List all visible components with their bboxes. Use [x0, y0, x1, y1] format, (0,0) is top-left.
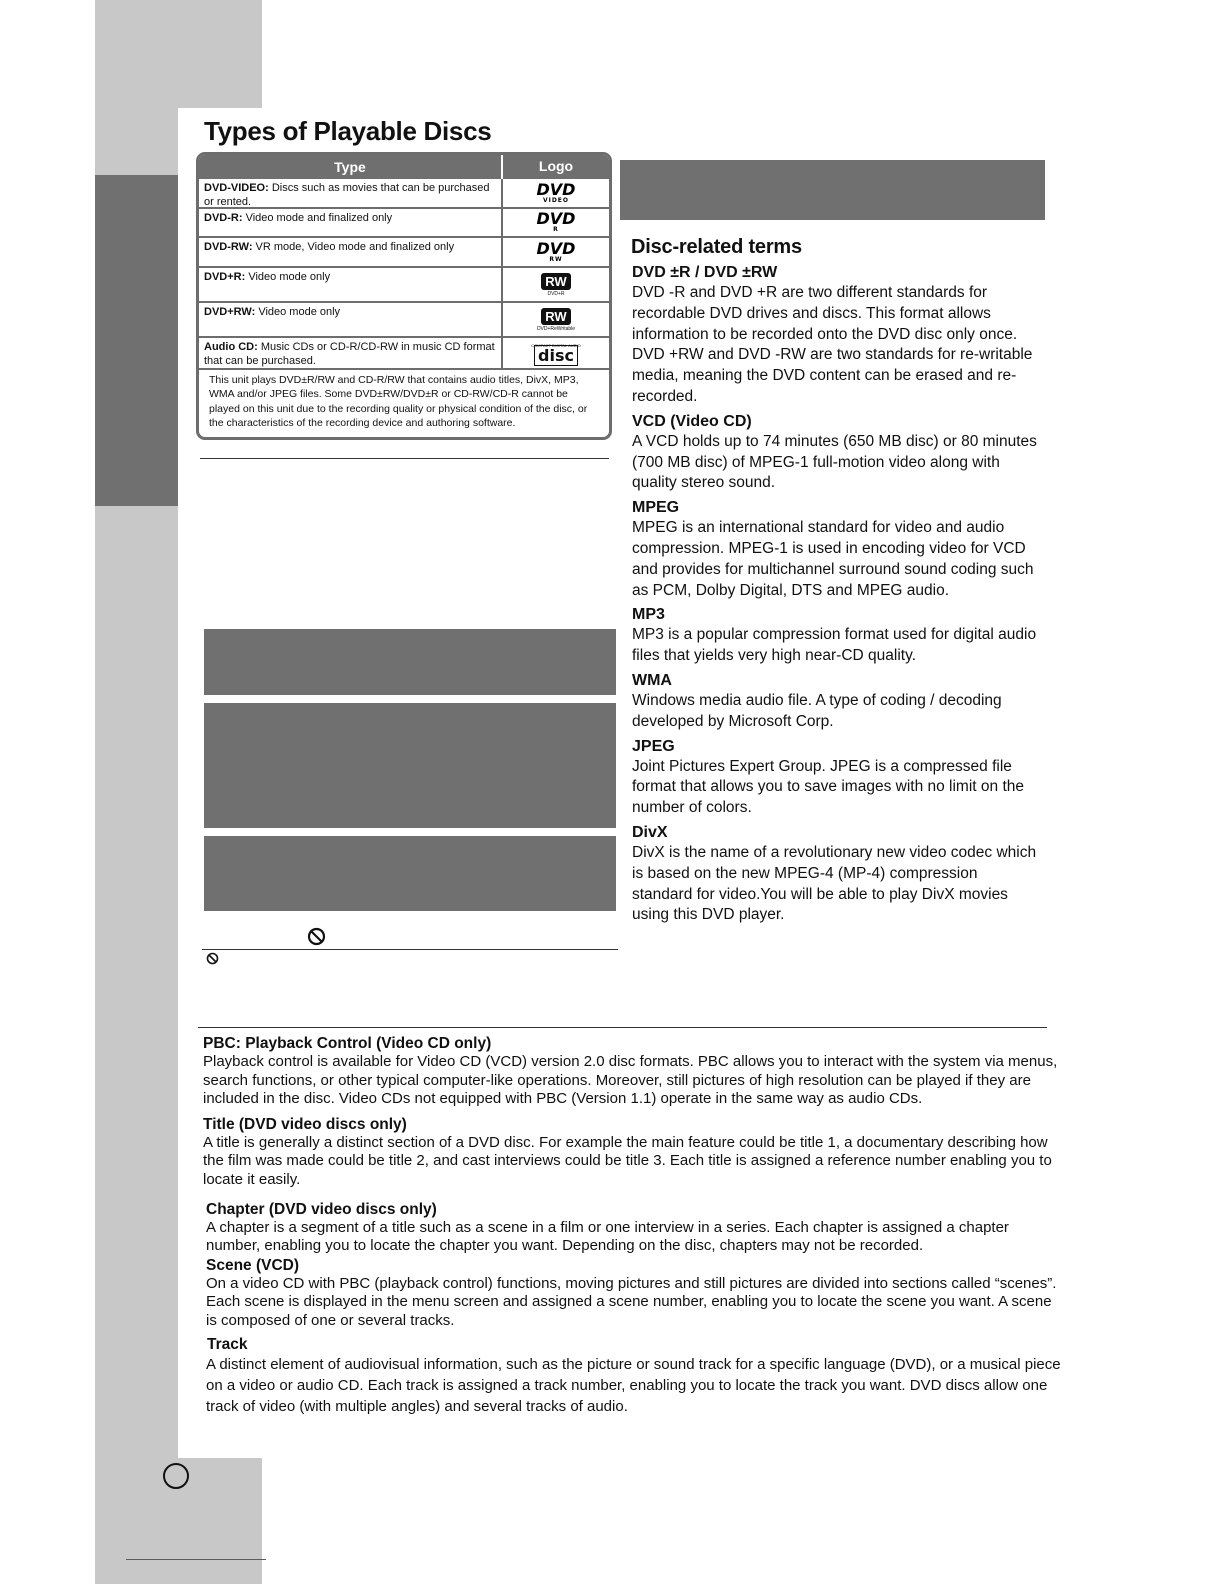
disc-desc: VR mode, Video mode and finalized only — [255, 241, 455, 253]
disc-terms-section — [632, 236, 1037, 930]
disc-name: DVD+RW: — [204, 306, 256, 318]
term-definition: Playback control is available for Video CD (VCD) version 2.0 disc formats. PBC allows you to interact with the system via menus, search functions, or other typical computer-like operations. Moreover, still pictures of high resolution can be played if they are included in the disc. Video CDs not equipped with PBC (Version 1.1) operate in the same way as audio CDs. — [203, 1053, 1058, 1108]
table-row — [199, 268, 609, 303]
term-title: DivX — [632, 823, 668, 841]
table-row — [199, 238, 609, 268]
prohibit-icon — [206, 952, 219, 965]
term-definition: MP3 is a popular compression format used for digital audio files that yields very high near-CD quality. — [632, 626, 1037, 665]
gray-block — [204, 836, 616, 911]
dvd-plus-rw-logo-icon: RW DVD+ReWritable — [536, 308, 576, 332]
term-title: DVD ±R / DVD ±RW — [632, 264, 778, 281]
compact-disc-logo-icon: COMPACT DIGITAL AUDIO disc — [531, 343, 581, 365]
dvd-video-logo-icon: DVD VIDEO — [536, 179, 576, 204]
disc-name: DVD+R: — [204, 271, 246, 283]
term-definition: A chapter is a segment of a title such as a scene in a film or one interview in a series. Each chapter is assigned a chapter number, enabling you to locate the chapter you want. Depending on the disc, chapters may not be recorded. — [206, 1218, 1009, 1255]
term-title: MP3 — [632, 606, 665, 624]
prohibit-icon — [307, 927, 326, 946]
playback-terms-section — [203, 1034, 1063, 1417]
section-heading: Disc-related terms — [631, 236, 802, 258]
term-title: Track — [207, 1335, 248, 1353]
term-definition: DivX is the name of a revolutionary new video codec which is based on the new MPEG-4 (MP-4) compression standard for video.You will be able to play DivX movies using this DVD player. — [632, 843, 1037, 924]
term-definition: A title is generally a distinct section of a DVD disc. For example the main feature could be title 1, a documentary describing how the film was made could be title 2, and cast interviews could be title 3. Each title is assigned a reference number enabling you to locate it easily. — [203, 1133, 1052, 1188]
header-type: Type — [199, 155, 503, 179]
dvd-rw-logo-icon: DVD RW — [536, 238, 576, 263]
disc-desc: Video mode and finalized only — [245, 212, 393, 224]
disc-desc: Discs such as movies that can be purchased or rented. — [204, 182, 490, 208]
disc-name: DVD-VIDEO: — [204, 182, 269, 194]
term-definition: A distinct element of audiovisual information, such as the picture or sound track for a specific language (DVD), or a musical piece on a video or audio CD. Each track is assigned a track number, enabling you to locate the track you want. DVD discs allow one track of video (with multiple angles) and several tracks of audio. — [206, 1355, 1061, 1415]
table-row — [199, 303, 609, 338]
divider — [202, 949, 618, 950]
table-row — [199, 338, 609, 370]
disc-desc: Music CDs or CD-R/CD-RW in music CD format that can be purchased. — [204, 341, 495, 367]
term-definition: MPEG is an international standard for video and audio compression. MPEG-1 is used in encoding video for VCD and provides for multichannel surround sound coding such as PCM, Dolby Digital, DTS and MPEG audio. — [632, 519, 1034, 599]
disc-name: DVD-RW: — [204, 241, 253, 253]
disc-types-table — [196, 152, 612, 440]
term-title: Scene (VCD) — [206, 1256, 300, 1274]
term-title: Chapter (DVD video discs only) — [206, 1200, 437, 1218]
term-title: JPEG — [632, 737, 675, 755]
dvd-r-logo-icon: DVD R — [536, 209, 576, 233]
gray-block — [204, 703, 616, 828]
disc-desc: Video mode only — [248, 271, 331, 283]
page-title: Types of Playable Discs — [204, 116, 492, 146]
disc-name: DVD-R: — [204, 212, 243, 224]
gray-block — [204, 629, 616, 695]
divider — [200, 458, 609, 459]
table-row — [199, 209, 609, 238]
page-number-circle-icon — [163, 1463, 189, 1489]
footer-link-underline — [126, 1559, 266, 1560]
term-title: Title (DVD video discs only) — [203, 1115, 407, 1133]
left-margin-strip — [95, 0, 262, 108]
table-header — [199, 155, 609, 179]
term-definition: Joint Pictures Expert Group. JPEG is a compressed file format that allows you to save images with no limit on the number of colors. — [632, 757, 1024, 817]
term-title: WMA — [632, 671, 672, 689]
divider — [198, 1027, 1047, 1028]
disc-desc: Video mode only — [258, 306, 341, 318]
section-tab — [95, 175, 178, 506]
header-logo: Logo — [538, 158, 574, 174]
term-definition: A VCD holds up to 74 minutes (650 MB disc) or 80 minutes (700 MB disc) of MPEG-1 full-motion video along with quality stereo sound. — [632, 432, 1037, 492]
table-row — [199, 179, 609, 209]
table-note: This unit plays DVD±R/RW and CD-R/RW that contains audio titles, DivX, MP3, WMA and/or JPEG files. Some DVD±RW/DVD±R or CD-RW/CD-R cannot be played on this unit due to the recording quality or physical condition of the disc, or the characteristics of the recording device and authoring software. — [209, 374, 588, 429]
disc-name: Audio CD: — [204, 341, 258, 353]
term-title: MPEG — [632, 499, 680, 517]
term-definition: On a video CD with PBC (playback control) functions, moving pictures and still pictures are divided into sections called “scenes”. Each scene is displayed in the menu screen and assigned a scene number, enabling you to locate the scene you want. A scene is composed of one or several tracks. — [206, 1274, 1057, 1329]
term-title: VCD (Video CD) — [632, 412, 752, 430]
term-definition: DVD -R and DVD +R are two different standards for recordable DVD drives and discs. This format allows information to be recorded onto the DVD disc only once. DVD +RW and DVD -RW are two standards for re-writable media, meaning the DVD content can be erased and re-recorded. — [632, 284, 1033, 405]
term-title: PBC: Playback Control (Video CD only) — [203, 1035, 492, 1052]
term-definition: Windows media audio file. A type of coding / decoding developed by Microsoft Corp. — [632, 691, 1002, 730]
dvd-plus-r-logo-icon: RW DVD+R — [541, 273, 570, 297]
gray-banner — [620, 160, 1045, 220]
